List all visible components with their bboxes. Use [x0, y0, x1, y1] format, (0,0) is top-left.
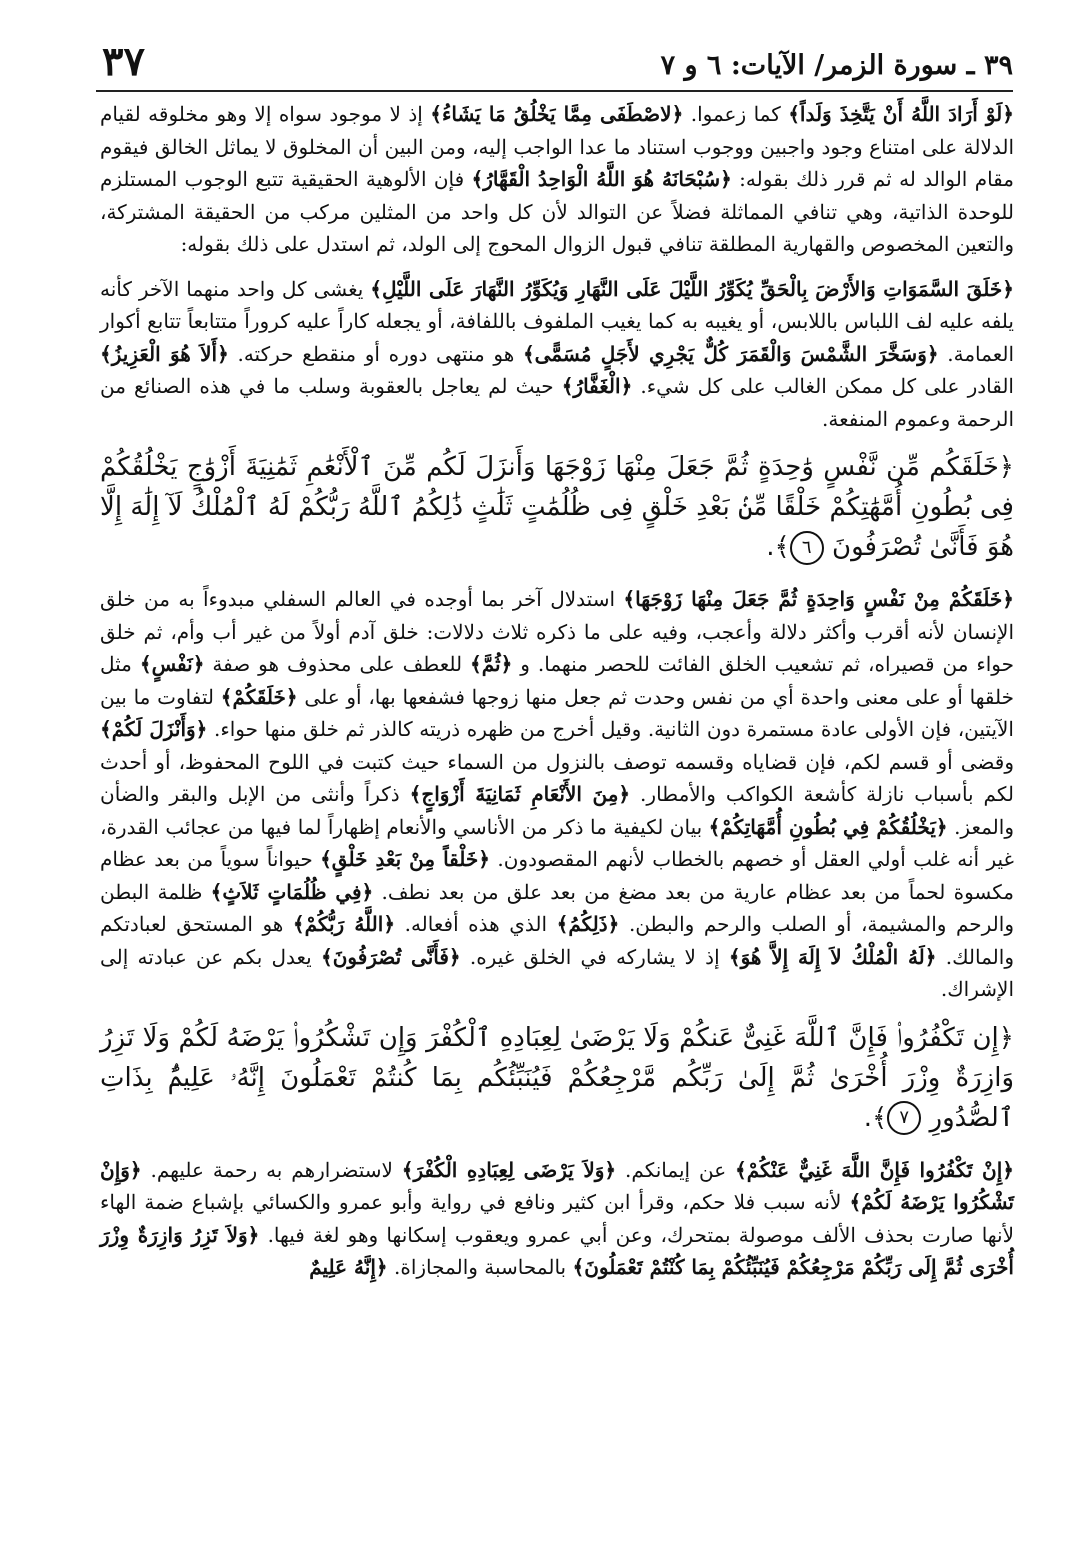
quran-quote: ﴿ثُمَّ﴾ [470, 652, 513, 676]
quran-quote: ﴿لَوْ أَرَادَ اللَّهُ أَنْ يَتَّخِذَ وَلَداً﴾ [788, 102, 1014, 126]
commentary-text: هو المستحق لعبادتكم والمالك. [100, 912, 1014, 969]
commentary-paragraph-2 [100, 273, 1014, 436]
running-title: ٣٩ ـ سورة الزمر/ الآيات: ٦ و ٧ [660, 50, 1013, 81]
quran-quote: ﴿خَلَقَ السَّمَوَاتِ وَالأَرْضَ بِالْحَقِّ يُكَوِّرُ اللَّيْلَ عَلَى النَّهَارِ وَيُكَوِّرُ النَّهَارَ عَلَى اللَّيْلِ﴾ [370, 276, 1014, 301]
quran-quote: ﴿لَهُ الْمُلْكُ لاَ إِلَهَ إِلاَّ هُوَ﴾ [728, 944, 937, 969]
quran-quote: ﴿وَلاَ تَزِرُ وَازِرَةٌ وِزْرَ أُخْرَى ثُمَّ إِلَى رَبِّكُمْ مَرْجِعُكُمْ فَيُنَبِّئُكُمْ بِمَا كُنْتُمْ تَعْمَلُونَ﴾ [100, 1222, 1014, 1279]
quran-quote: ﴿وَلاَ يَرْضَى لِعِبَادِهِ الْكُفْرَ﴾ [401, 1157, 617, 1182]
quran-quote: ﴿سُبْحَانَهُ هُوَ اللَّهُ الْوَاحِدُ الْقَهَّارُ﴾ [471, 167, 732, 191]
commentary-text: إذ لا يشاركه في الخلق غيره. [460, 944, 729, 969]
quran-quote: ﴿خَلْقاً مِنْ بَعْدِ خَلْقٍ﴾ [320, 847, 490, 871]
commentary-text: عن إيمانكم. [616, 1157, 736, 1182]
quran-quote: ﴿إِنْ تَكْفُرُوا فَإِنَّ اللَّهَ غَنِيٌّ عَنْكُمْ﴾ [735, 1157, 1014, 1182]
commentary-paragraph-4 [100, 1154, 1014, 1284]
quran-quote: ﴿اللَّهُ رَبُّكُمْ﴾ [292, 912, 396, 936]
commentary-text: يغشى كل واحد منهما الآخر كأنه يلفه عليه لف اللباس باللابس، أو يغيبه به كما يغيب الملفوف باللفافة، أو يجعله كاراً عليه كروراً متتابعاً تتابع أكوار العمامة. [100, 276, 1015, 366]
commentary-text: إذ لا موجود سواه إلا وهو مخلوقه لقيام الدلالة على امتناع وجود واجبين ووجوب استناد ما عدا الواجب إليه، ومن البين أن المخلوق لا يماثل الخالق فيقوم مقام الوالد له ثم قرر ذلك بقوله: [100, 102, 1014, 191]
quran-quote: ﴿لاصْطَفَى مِمَّا يَخْلُقُ مَا يَشَاءُ﴾ [430, 102, 684, 126]
commentary-text: بيان لكيفية ما ذكر من الأناسي والأنعام إظهاراً لما فيها من عجائب القدرة، غير أنه غلب أولي العقل أو خصهم بالخطاب لأنهم المقصودون. [100, 814, 1014, 871]
page-number: ٣٧ [102, 38, 145, 85]
commentary-text: القادر على كل ممكن الغالب على كل شيء. [632, 374, 1014, 398]
verse-text: ﴿إِن تَكْفُرُوا۟ فَإِنَّ ٱللَّهَ غَنِىٌّ عَنكُمْ وَلَا يَرْضَىٰ لِعِبَادِهِ ٱلْكُفْرَ وَإِن تَشْكُرُوا۟ يَرْضَهُ لَكُمْ وَلَا تَزِرُ وَازِرَةٌ وِزْرَ أُخْرَىٰ ثُمَّ إِلَىٰ رَبِّكُم مَّرْجِعُكُمْ فَيُنَبِّئُكُم بِمَا كُنتُمْ تَعْمَلُونَ إِنَّهُۥ عَلِيمٌۢ بِذَاتِ ٱلصُّدُورِ [100, 1022, 1014, 1133]
quran-quote: ﴿يَخْلُقُكُمْ فِي بُطُونِ أُمَّهَاتِكُمْ﴾ [708, 814, 948, 839]
quran-quote: ﴿خَلَقَكُمْ﴾ [220, 684, 298, 709]
commentary-text: ذكراً وأنثى من الإبل والبقر والضأن والمعز. [100, 782, 1014, 839]
commentary-text: كما زعموا. [683, 102, 789, 126]
verse-close-bracket: ﴾. [766, 532, 790, 562]
quran-quote: ﴿وَإِنْ تَشْكُرُوا يَرْضَهُ لَكُمْ﴾ [100, 1157, 1014, 1214]
quran-quote: ﴿وَسَخَّرَ الشَّمْسَ وَالْقَمَرَ كُلٌّ يَجْرِي لأَجَلٍ مُسَمًّى﴾ [522, 341, 939, 366]
page-header [96, 36, 1013, 92]
commentary-text: وقضى أو قسم لكم، فإن قضاياه وقسمه توصف بالنزول من السماء حيث كتبت في اللوح المحفوظ، أو أحدث لكم بأسباب نازلة كأشعة الكواكب والأمطار. [100, 749, 1014, 806]
commentary-text: يعدل بكم عن عبادته إلى الإشراك. [100, 944, 1014, 1001]
commentary-text: لأنه سبب فلا حكم، وقرأ ابن كثير ونافع في رواية وأبو عمرو والكسائي بإشباع ضمة الهاء لأنها صارت بحذف الألف موصولة بمتحرك، وعن أبي عمرو ويعقوب إسكانها وهو لغة فيها. [100, 1190, 1014, 1247]
quran-quote: ﴿فَأَنَّى تُصْرَفُونَ﴾ [320, 944, 461, 969]
verse-text: ﴿خَلَقَكُم مِّن نَّفْسٍ وَٰحِدَةٍ ثُمَّ جَعَلَ مِنْهَا زَوْجَهَا وَأَنزَلَ لَكُم مِّنَ ٱلْأَنْعَٰمِ ثَمَٰنِيَةَ أَزْوَٰجٍ يَخْلُقُكُمْ فِى بُطُونِ أُمَّهَٰتِكُمْ خَلْقًا مِّنۢ بَعْدِ خَلْقٍ فِى ظُلُمَٰتٍ ثَلَٰثٍ ذَٰلِكُمُ ٱللَّهُ رَبُّكُمْ لَهُ ٱلْمُلْكُ لَآ إِلَٰهَ إِلَّا هُوَ فَأَنَّىٰ تُصْرَفُونَ [100, 452, 1014, 562]
commentary-text: هو منتهى دوره أو منقطع حركته. [228, 341, 523, 366]
commentary-text: مثل خلقها أو على معنى واحدة أي من نفس وحدت ثم جعل منها زوجها فشفعها بها، أو على [100, 652, 1014, 709]
commentary-text: للعطف على محذوف هو صفة [204, 652, 471, 676]
commentary-text: حيواناً سوياً من بعد عظام مكسوة لحماً من بعد عظام عارية من بعد مضغ من بعد علق من بعد نطف. [100, 847, 1014, 904]
quran-quote: ﴿الْغَفَّارُ﴾ [561, 374, 633, 398]
quran-verse-7 [100, 1018, 1014, 1138]
commentary-text: حيث لم يعاجل بالعقوبة وسلب ما في هذه الصنائع من الرحمة وعموم المنفعة. [100, 374, 1014, 431]
commentary-text: الذي هذه أفعاله. [395, 912, 557, 936]
quran-quote: ﴿خَلَقَكُمْ مِنْ نَفْسٍ وَاحِدَةٍ ثُمَّ جَعَلَ مِنْهَا زَوْجَهَا﴾ [623, 587, 1014, 611]
commentary-paragraph-3 [100, 583, 1014, 1006]
quran-quote: ﴿فِي ظُلُمَاتٍ ثَلاَثٍ﴾ [210, 879, 374, 904]
quran-quote: ﴿نَفْسٍ﴾ [139, 652, 205, 676]
commentary-text: لتفاوت ما بين الآيتين، فإن الأولى عادة مستمرة دون الثانية. وقيل أخرج من ظهره ذريته كالذر ثم خلق منها حواء. [100, 684, 1014, 741]
quran-quote: ﴿مِنَ الأَنْعَامِ ثَمَانِيَةَ أَزْوَاجٍ﴾ [409, 782, 631, 806]
commentary-text: فإن الألوهية الحقيقية تتبع الوجوب المستلزم للوحدة الذاتية، وهي تنافي المماثلة فضلاً عن التوالد لأن كل واحد من المثلين مركب من الحقيقة المشتركة، والتعين المخصوص والقهارية المطلقة تنافي قبول الزوال المحوج إلى الولد، ثم استدل على ذلك بقوله: [100, 167, 1014, 256]
verse-number-marker: ٧ [887, 1101, 921, 1135]
quran-quote: ﴿وَأَنْزَلَ لَكُمْ﴾ [100, 717, 208, 741]
quran-verse-6 [100, 447, 1014, 567]
commentary-text: بالمحاسبة والمجازاة. [387, 1255, 573, 1279]
quran-quote: ﴿أَلاَ هُوَ الْعَزِيزُ﴾ [100, 341, 229, 366]
commentary-text: ظلمة البطن والرحم والمشيمة، أو الصلب والرحم والبطن. [100, 879, 1014, 936]
commentary-text: لاستضرارهم به رحمة عليهم. [141, 1157, 402, 1182]
verse-number-marker: ٦ [790, 531, 824, 565]
page-body [100, 98, 1014, 1539]
quran-quote: ﴿ذَلِكُمُ﴾ [556, 912, 620, 936]
verse-close-bracket: ﴾. [863, 1102, 888, 1133]
commentary-paragraph-1 [100, 98, 1014, 261]
commentary-text: استدلال آخر بما أوجده في العالم السفلي مبدوءاً به من خلق الإنسان لأنه أقرب وأكثر دلالة وأعجب، وفيه على ما ذكره ثلاث دلالات: خلق آدم أولاً من غير أب وأم، ثم خلق حواء من قصيراه، ثم تشعيب الخلق الفائت للحصر منهما. و [100, 587, 1015, 676]
quran-quote: ﴿إِنَّهُ عَلِيمٌ [309, 1255, 388, 1279]
